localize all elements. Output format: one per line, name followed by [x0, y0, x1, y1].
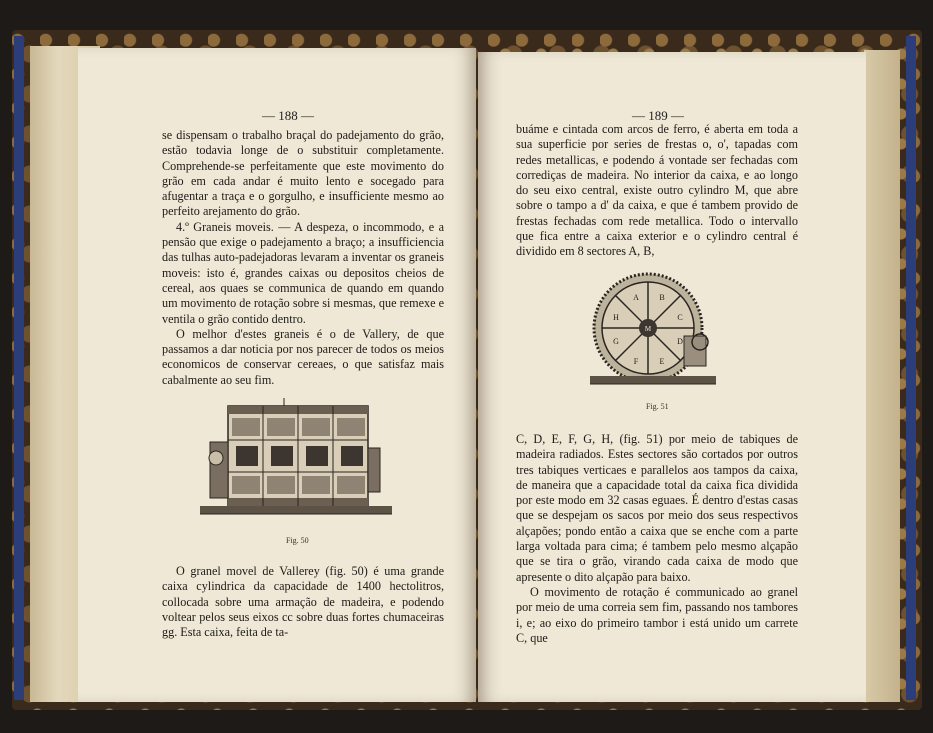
right-para-2: C, D, E, F, G, H, (fig. 51) por meio de tabiques de madeira radiados. Estes sectores são cortados por outros tres tabiques verticaes e parallelos aos tampos da caixa, de maneira que a capacidade total da caixa fica dividida por este modo em 32 casas eguaes. É dentro d'estas casas que se despejam os sacos por meio dos seus respectivos alçapões; pondo então a caixa que se enche com a parte larga voltada para cima; é tambem pelo mesmo alçapão que se tira o grão, virando cada caixa de modo que apresente o dito alçapão para baixo. [516, 432, 798, 584]
wheel-label-a: A [633, 293, 639, 302]
left-para-3: O melhor d'estes graneis é o de Vallery, de que passamos a dar noticia por nos parecer de todos os meios economicos de conservar cereaes, o que satisfaz mais cabalmente ao seu fim. [162, 326, 444, 387]
wheel-label-c: C [677, 313, 683, 322]
wheel-label-h: H [613, 313, 619, 322]
left-text-bottom [162, 564, 444, 640]
wheel-label-b: B [659, 293, 665, 302]
left-para-2: 4.º Graneis moveis. — A despeza, o incommodo, e a pensão que exige o padejamento a braço; a insufficiencia das tulhas auto-padejadoras levaram a inventar os graneis moveis: isto é, grandes caixas ou depositos cheios de cereal, aos quaes se communica de quando em quando um movimento de rotação sobre si mesmas, que remexe e ventila o grão contido dentro. [162, 219, 444, 326]
right-page [478, 52, 866, 702]
left-para-4: O granel movel de Vallerey (fig. 50) é uma grande caixa cylindrica da capacidade de 1400 hectolitros, collocada sobre uma armação de madeira, e podendo voltear pelos seus eixos cc sobre duas fortes chumaceiras gg. Esta caixa, feita de ta- [162, 564, 444, 640]
wheel-label-e: E [659, 357, 665, 366]
page-number-left: — 188 — [262, 108, 314, 123]
right-text-bottom [516, 432, 798, 646]
right-text-top [516, 122, 798, 260]
left-text-top [162, 128, 444, 388]
figure-51-wheel [588, 270, 718, 394]
figure-50-granary-box [196, 398, 396, 526]
wheel-label-f: F [633, 357, 639, 366]
left-page [78, 48, 476, 702]
page-number-right: — 189 — [632, 108, 684, 123]
cover-edge-left [14, 36, 24, 700]
right-para-1: buáme e cintada com arcos de ferro, é aberta em toda a sua superficie por series de frestas o, o', tapadas com redes metallicas, e podendo á vontade ser fechadas com corrediças de madeira. No interior da caixa, e ao longo do seu eixo central, existe outro cylindro M, que abre sobre o tampo a d' da caixa, e que é tambem provido de frestas fechadas com rede metallica. Todo o intervallo que fica entre a caixa exterior e o cylindro central é dividido em 8 sectores A, B, [516, 122, 798, 259]
wheel-label-m: M [644, 325, 652, 333]
figure-51-caption: Fig. 51 [646, 402, 669, 411]
page-stack-right [864, 50, 900, 702]
wheel-label-d: D [677, 337, 683, 346]
wheel-label-g: G [613, 337, 619, 346]
left-para-1: se dispensam o trabalho braçal do padejamento do grão, estão todavia longe de o substituir completamente. Comprehende-se perfeitamente que este movimento do grão em cada andar é muito lento e socegado para afugentar a traça e o gorgulho, e insufficiente mesmo ao perfeito arejamento do grão. [162, 128, 444, 219]
cover-edge-right [906, 36, 916, 700]
figure-50-caption: Fig. 50 [286, 536, 309, 545]
right-para-3: O movimento de rotação é communicado ao granel por meio de uma correia sem fim, passando nos tambores i, e; ao eixo do primeiro tambor i está unido um carrete C, que [516, 584, 798, 645]
